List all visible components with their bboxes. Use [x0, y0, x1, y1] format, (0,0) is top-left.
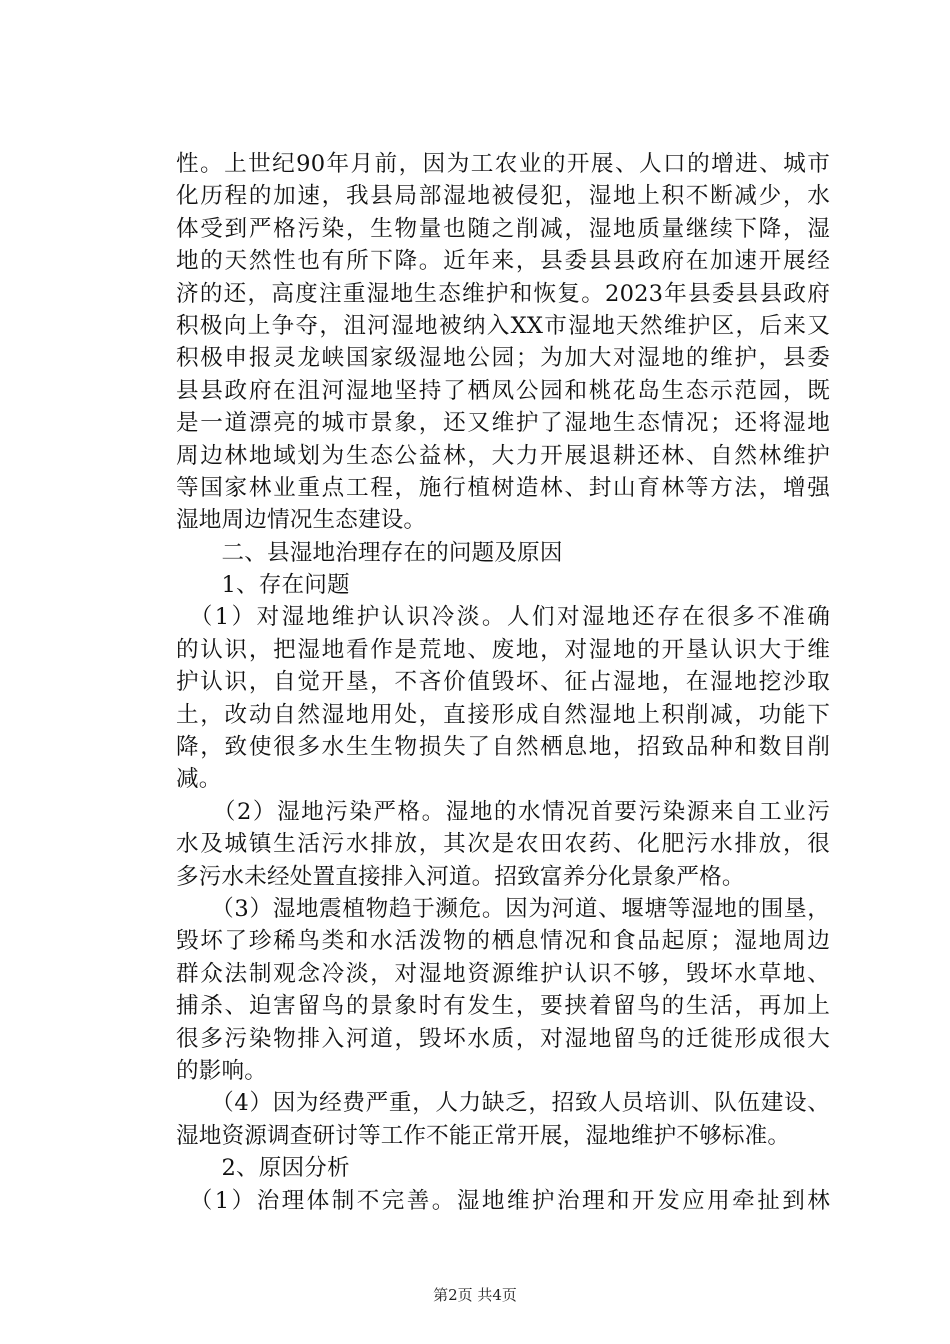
- text-line: 多污水未经处置直接排入河道。招致富养分化景象严格。: [176, 863, 745, 890]
- text-line: 毁坏了珍稀鸟类和水活泼物的栖息情况和食品起原；湿地周边: [176, 928, 830, 955]
- text-line: 性。上世纪90年月前，因为工农业的开展、人口的增进、城市: [176, 151, 830, 177]
- text-line: 水及城镇生活污水排放，其次是农田农药、化肥污水排放，很: [176, 831, 830, 858]
- text-line: 是一道漂亮的城市景象，还又维护了湿地生态情况；还将湿地: [176, 410, 830, 437]
- subsection-heading: 1、存在问题: [176, 572, 350, 599]
- text-line: 群众法制观念冷淡，对湿地资源维护认识不够，毁坏水草地、: [176, 960, 830, 987]
- text-line: 护认识，自觉开垦，不吝价值毁坏、征占湿地，在湿地挖沙取: [176, 669, 830, 696]
- text-line: 的认识，把湿地看作是荒地、废地，对湿地的开垦认识大于维: [176, 636, 830, 663]
- text-line: 地的天然性也有所下降。近年来，县委县县政府在加速开展经: [176, 248, 830, 275]
- text-line: 体受到严格污染，生物量也随之削减，湿地质量继续下降，湿: [176, 215, 830, 242]
- text-line: 湿地周边情况生态建设。: [176, 507, 427, 534]
- page-number-label: 第2页 共4页: [433, 1286, 517, 1304]
- text-line: 捕杀、迫害留鸟的景象时有发生，要挟着留鸟的生活，再加上: [176, 993, 830, 1020]
- text-line: 济的还，高度注重湿地生态维护和恢复。2023年县委县县政府: [176, 280, 830, 307]
- text-line: 减。: [176, 766, 222, 793]
- subsection-heading: 2、原因分析: [176, 1155, 350, 1182]
- text-line: 积极申报灵龙峡国家级湿地公园；为加大对湿地的维护，县委: [176, 345, 830, 372]
- text-line: 降，致使很多水生生物损失了自然栖息地，招致品种和数目削: [176, 734, 830, 761]
- text-line: （1）对湿地维护认识冷淡。人们对湿地还存在很多不准确: [176, 604, 830, 631]
- text-line: （4）因为经费严重，人力缺乏，招致人员培训、队伍建设、: [176, 1090, 830, 1117]
- text-line: （2）湿地污染严格。湿地的水情况首要污染源来自工业污: [176, 798, 830, 825]
- text-line: 县县政府在沮河湿地坚持了栖凤公园和桃花岛生态示范园，既: [176, 377, 830, 404]
- text-line: （1）治理体制不完善。湿地维护治理和开发应用牵扯到林: [176, 1187, 830, 1214]
- page-footer: [0, 1285, 950, 1305]
- text-line: 化历程的加速，我县局部湿地被侵犯，湿地上积不断减少，水: [176, 183, 830, 210]
- text-line: 很多污染物排入河道，毁坏水质，对湿地留鸟的迁徙形成很大: [176, 1025, 830, 1052]
- text-line: 土，改动自然湿地用处，直接形成自然湿地上积削减，功能下: [176, 701, 830, 728]
- body-text: [176, 148, 830, 1217]
- text-line: 积极向上争夺，沮河湿地被纳入XX市湿地天然维护区，后来又: [176, 312, 830, 339]
- text-line: 周边林地域划为生态公益林，大力开展退耕还林、自然林维护: [176, 442, 830, 469]
- text-line: （3）湿地震植物趋于濒危。因为河道、堰塘等湿地的围垦，: [176, 895, 830, 922]
- section-heading: 二、县湿地治理存在的问题及原因: [176, 539, 563, 566]
- text-line: 湿地资源调查研讨等工作不能正常开展，湿地维护不够标准。: [176, 1122, 791, 1149]
- text-line: 的影响。: [176, 1057, 267, 1084]
- text-line: 等国家林业重点工程，施行植树造林、封山育林等方法，增强: [176, 474, 830, 501]
